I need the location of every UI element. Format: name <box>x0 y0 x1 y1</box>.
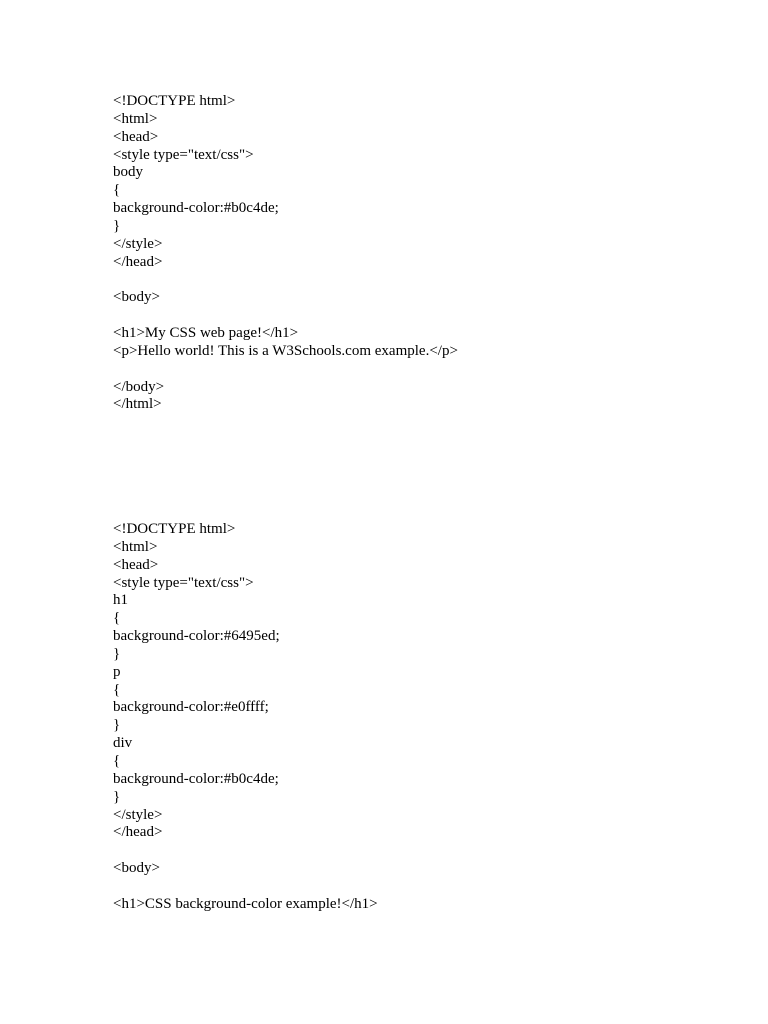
code-block-first <box>113 93 458 414</box>
code-line: h1 <box>113 592 128 609</box>
code-line: } <box>113 217 121 234</box>
code-line: p <box>113 663 121 680</box>
code-line: </head> <box>113 824 163 841</box>
code-line: { <box>113 610 121 627</box>
code-line: <head> <box>113 556 159 573</box>
code-block-second <box>113 521 378 914</box>
code-line: <html> <box>113 538 158 555</box>
code-line: <head> <box>113 128 159 145</box>
code-line: <!DOCTYPE html> <box>113 93 236 109</box>
code-line: background-color:#6495ed; <box>113 628 280 645</box>
code-line <box>113 307 458 325</box>
code-line: </style> <box>113 806 163 823</box>
code-line: background-color:#b0c4de; <box>113 200 279 217</box>
code-line: { <box>113 752 121 769</box>
code-line: </html> <box>113 396 162 413</box>
code-line <box>113 361 458 379</box>
code-line: } <box>113 645 121 662</box>
code-line: div <box>113 735 133 752</box>
code-line: <style type="text/css"> <box>113 146 254 163</box>
code-line: <body> <box>113 289 160 306</box>
code-line: body <box>113 164 143 181</box>
code-line <box>113 842 378 860</box>
code-line: } <box>113 717 121 734</box>
code-line: { <box>113 182 121 199</box>
code-line: background-color:#b0c4de; <box>113 770 279 787</box>
code-line: background-color:#e0ffff; <box>113 699 269 716</box>
code-line: <body> <box>113 860 160 877</box>
code-line: <h1>My CSS web page!</h1> <box>113 324 299 341</box>
code-line: </body> <box>113 378 165 395</box>
code-line: <style type="text/css"> <box>113 574 254 591</box>
code-line: <p>Hello world! This is a W3Schools.com example.</p> <box>113 342 458 359</box>
code-line: </style> <box>113 235 163 252</box>
code-line: <!DOCTYPE html> <box>113 521 236 537</box>
code-line: <html> <box>113 110 158 127</box>
code-line <box>113 878 378 896</box>
code-line: <h1>CSS background-color example!</h1> <box>113 895 378 912</box>
code-line: </head> <box>113 253 163 270</box>
code-line: { <box>113 681 121 698</box>
code-line <box>113 271 458 289</box>
code-line: } <box>113 788 121 805</box>
